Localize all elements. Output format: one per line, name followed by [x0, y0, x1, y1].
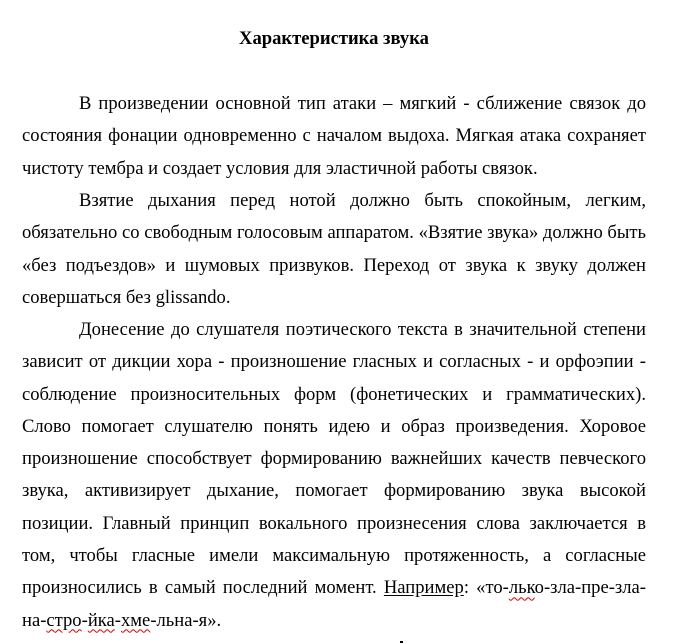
- example-part: «то-: [476, 577, 509, 599]
- paragraph-attack: В произведении основной тип атаки – мягкий - сближение связок до состояния фонации одновременно с началом выдоха. Мягкая атака сохраняет чистоту тембра и создает условия для эластичной работы связок.: [22, 93, 646, 179]
- paragraph-diction: [22, 314, 646, 637]
- diction-text: Донесение до слушателя поэтического текста в значительной степени зависит от дикции хора - произношение гласных и согласных - и орфоэпии - соблюдение произносительных форм (фонетических и грамматических). Слово помогает слушателю понять идею и образ произведения. Хоровое произношение способствует формированию важнейших качеств певческого звука, активизирует дыхание, помогает формированию звука высокой позиции. Главный принцип вокального произнесения слова заключается в том, чтобы гласные имели максимальную протяженность, а согласные произносились в самый последний момент.: [22, 319, 646, 599]
- example-part: -льна-я».: [150, 609, 222, 631]
- grammar-flagged-word[interactable]: Например: [383, 577, 464, 599]
- text-cursor-mark: [400, 641, 403, 643]
- spelling-flagged-word[interactable]: хме: [120, 609, 151, 631]
- example-part: о: [534, 577, 544, 599]
- colon: :: [463, 577, 477, 599]
- spelling-flagged-word[interactable]: йка: [87, 609, 115, 631]
- example-part: -: [114, 609, 121, 631]
- example-part: -: [81, 609, 88, 631]
- paragraph-breathing: Взятие дыхания перед нотой должно быть спокойным, легким, обязательно со свободным голосовым аппаратом. «Взятие звука» должно быть «без подъездов» и шумовых призвуков. Переход от звука к звуку должен совершаться без glissando.: [22, 190, 646, 308]
- spelling-flagged-word[interactable]: льк: [508, 577, 535, 599]
- document-title: Характеристика звука: [239, 28, 429, 49]
- spelling-flagged-word[interactable]: стро: [46, 609, 82, 631]
- example-part: -зла-пре-зла-на-: [22, 577, 646, 631]
